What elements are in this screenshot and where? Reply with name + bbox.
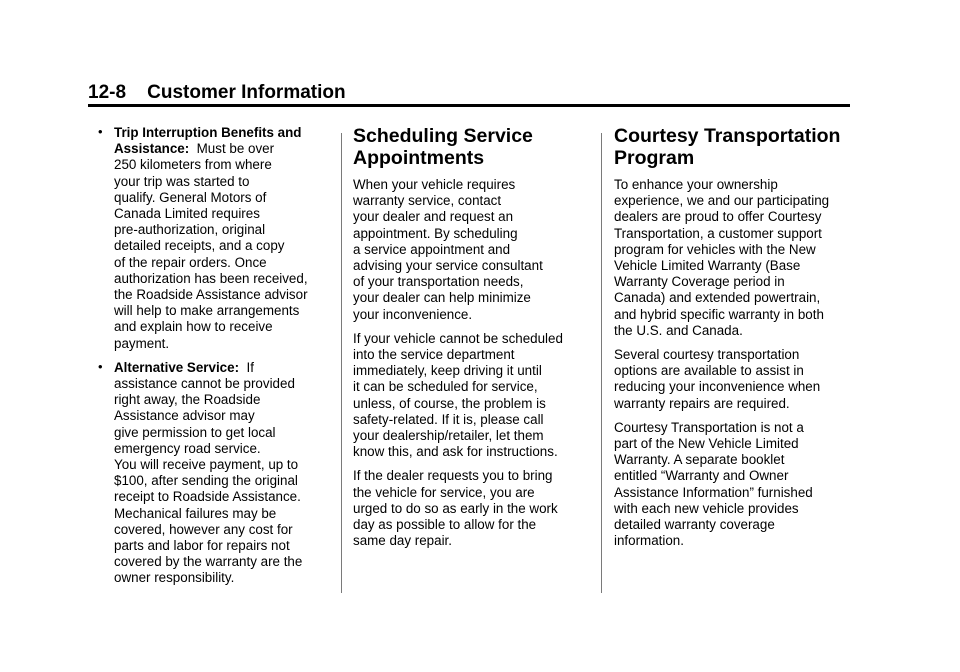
body-line: Vehicle Limited Warranty (Base (614, 258, 801, 274)
body-line: entitled “Warranty and Owner (614, 468, 789, 484)
bullet-trip-interruption (98, 125, 334, 352)
body-line: right away, the Roadside (114, 392, 261, 408)
paragraph (353, 468, 589, 549)
body-line: receipt to Roadside Assistance. (114, 489, 301, 505)
section-title: Customer Information (147, 82, 346, 103)
body-line: urged to do so as early in the work (353, 500, 558, 516)
heading-line: Appointments (353, 147, 485, 169)
body-line: covered, however any cost for (114, 521, 293, 537)
body-line: If the dealer requests you to bring (353, 468, 553, 484)
body-line: emergency road service. (114, 440, 261, 456)
bullet-icon: • (98, 124, 103, 139)
section-heading-scheduling (353, 125, 589, 169)
column-divider (601, 133, 602, 593)
body-line: To enhance your ownership (614, 177, 778, 192)
body-line: reducing your inconvenience when (614, 379, 821, 395)
body-line: unless, of course, the problem is (353, 395, 546, 411)
body-line: the vehicle for service, you are (353, 484, 535, 500)
body-line: Warranty. A separate booklet (614, 452, 785, 468)
paragraph (614, 177, 854, 339)
bullet-lead: Alternative Service: (114, 359, 240, 375)
body-line: dealers are proud to offer Courtesy (614, 209, 822, 225)
body-line: experience, we and our participating (614, 193, 830, 209)
body-line: your dealership/retailer, let them (353, 428, 544, 444)
body-line: the U.S. and Canada. (614, 322, 743, 338)
body-line: immediately, keep driving it until (353, 363, 542, 379)
heading-line: Program (614, 147, 695, 169)
bullet-lead: Trip Interruption Benefits and (114, 125, 302, 140)
body-line: Canada Limited requires (114, 206, 260, 222)
body-line: assistance cannot be provided (114, 376, 295, 392)
body-line: your dealer can help minimize (353, 290, 531, 306)
body-line: authorization has been received, (114, 270, 308, 286)
body-line: Canada) and extended powertrain, (614, 290, 821, 306)
body-line: You will receive payment, up to (114, 457, 299, 473)
body-line: know this, and ask for instructions. (353, 444, 558, 460)
page-number: 12-8 (88, 82, 127, 103)
body-line: information. (614, 533, 684, 549)
body-line: owner responsibility. (114, 570, 235, 586)
bullet-alternative-service (98, 360, 334, 587)
heading-line: Scheduling Service (353, 125, 533, 147)
body-line: a service appointment and (353, 241, 511, 257)
body-line: of your transportation needs, (353, 274, 524, 290)
body-line: part of the New Vehicle Limited (614, 436, 799, 452)
body-line: detailed warranty coverage (614, 517, 775, 533)
body-line: and explain how to receive (114, 319, 273, 335)
paragraph (614, 347, 854, 412)
body-line: will help to make arrangements (114, 303, 300, 319)
body-line: Several courtesy transportation (614, 347, 800, 363)
body-line: same day repair. (353, 533, 452, 549)
heading-line: Courtesy Transportation (614, 125, 841, 147)
body-line: appointment. By scheduling (353, 225, 518, 241)
body-line: your inconvenience. (353, 306, 473, 322)
header-rule (88, 104, 850, 107)
body-line: Assistance Information” furnished (614, 484, 813, 500)
body-line: payment. (114, 335, 170, 351)
body-line: into the service department (353, 347, 515, 363)
body-line: options are available to assist in (614, 363, 804, 379)
bullet-lead: Assistance: (114, 141, 190, 157)
body-line: Warranty Coverage period in (614, 274, 785, 290)
page-title (88, 83, 346, 103)
paragraph (353, 331, 589, 461)
page-header (88, 83, 850, 105)
body-line: of the repair orders. Once (114, 254, 267, 270)
body-line: it can be scheduled for service, (353, 379, 538, 395)
body-line: pre-authorization, original (114, 222, 266, 238)
body-line: day as possible to allow for the (353, 517, 537, 533)
body-line: Courtesy Transportation is not a (614, 419, 804, 435)
body-line: your trip was started to (114, 173, 250, 189)
body-text: Must be over (196, 141, 275, 157)
body-line: warranty service, contact (353, 193, 502, 209)
body-line: warranty repairs are required. (614, 395, 790, 411)
paragraph (614, 420, 854, 550)
body-line: and hybrid specific warranty in both (614, 306, 824, 322)
body-line: parts and labor for repairs not (114, 538, 290, 554)
column-divider (341, 133, 342, 593)
column-3 (614, 125, 854, 557)
body-line: 250 kilometers from where (114, 157, 272, 173)
body-line: Assistance advisor may (114, 408, 255, 424)
body-line: give permission to get local (114, 424, 276, 440)
column-1 (98, 125, 334, 595)
body-line: When your vehicle requires (353, 177, 516, 192)
body-line: the Roadside Assistance advisor (114, 287, 308, 303)
body-line: advising your service consultant (353, 258, 543, 274)
body-text: If (246, 359, 254, 375)
body-line: qualify. General Motors of (114, 189, 267, 205)
body-line: with each new vehicle provides (614, 500, 799, 516)
body-line: $100, after sending the original (114, 473, 298, 489)
body-line: program for vehicles with the New (614, 241, 816, 257)
body-line: If your vehicle cannot be scheduled (353, 330, 563, 346)
column-2 (353, 125, 589, 557)
body-line: your dealer and request an (353, 209, 514, 225)
body-line: covered by the warranty are the (114, 554, 303, 570)
paragraph (353, 177, 589, 323)
body-line: Mechanical failures may be (114, 505, 277, 521)
body-line: safety-related. If it is, please call (353, 411, 544, 427)
bullet-icon: • (98, 358, 103, 374)
body-line: Transportation, a customer support (614, 225, 822, 241)
section-heading-courtesy (614, 125, 854, 169)
body-line: detailed receipts, and a copy (114, 238, 285, 254)
